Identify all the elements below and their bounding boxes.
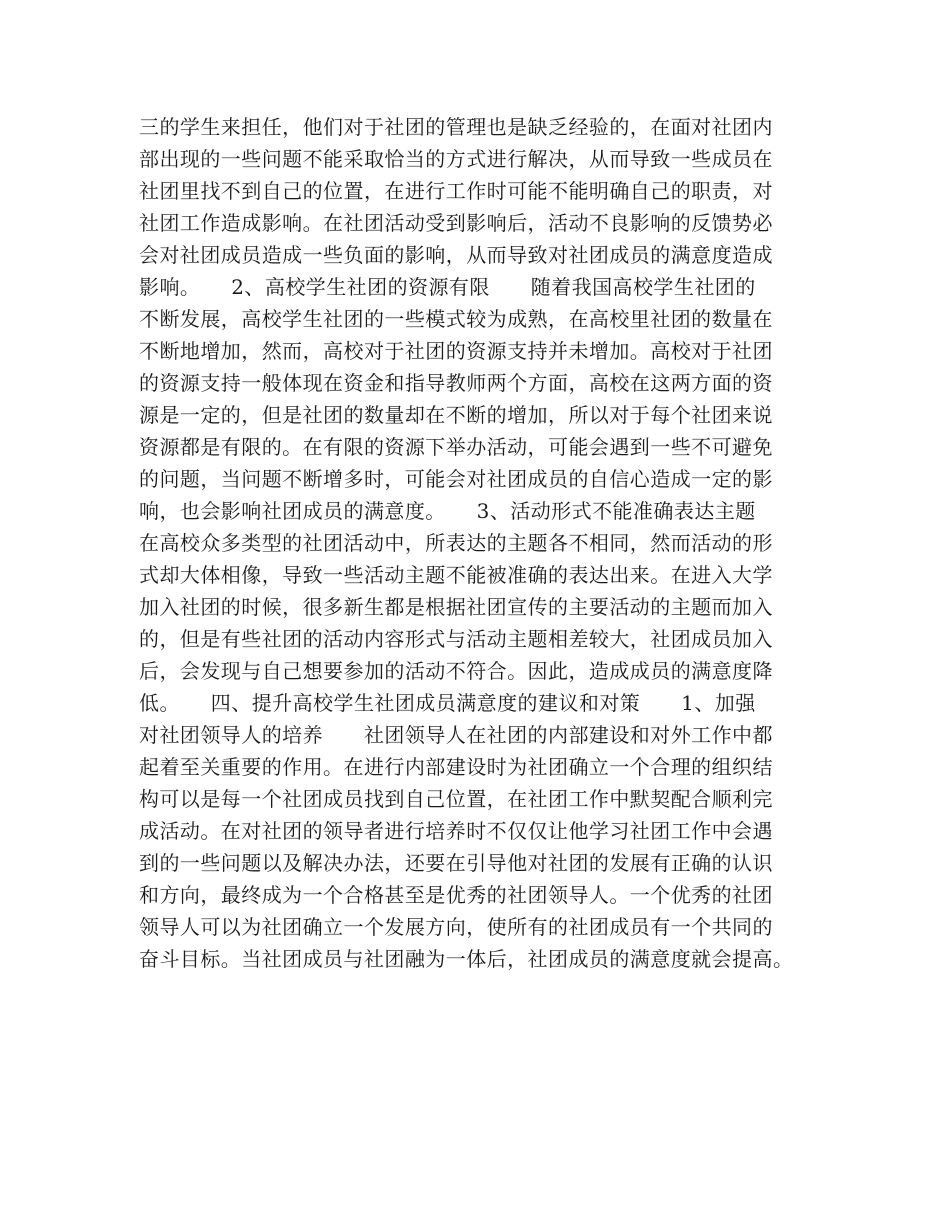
text-line: 响，也会影响社团成员的满意度。 3、活动形式不能准确表达主题	[139, 499, 756, 523]
text-line: 三的学生来担任，他们对于社团的管理也是缺乏经验的，在面对社团内	[139, 115, 773, 139]
text-line: 领导人可以为社团确立一个发展方向，使所有的社团成员有一个共同的	[139, 915, 773, 939]
text-line: 的，但是有些社团的活动内容形式与活动主题相差较大，社团成员加入	[139, 627, 773, 651]
text-line: 后，会发现与自己想要参加的活动不符合。因此，造成成员的满意度降	[139, 659, 773, 683]
text-line: 成活动。在对社团的领导者进行培养时不仅仅让他学习社团工作中会遇	[139, 819, 773, 843]
text-line: 不断地增加，然而，高校对于社团的资源支持并未增加。高校对于社团	[139, 339, 773, 363]
text-line: 奋斗目标。当社团成员与社团融为一体后，社团成员的满意度就会提高。	[139, 947, 794, 971]
text-line: 式却大体相像，导致一些活动主题不能被准确的表达出来。在进入大学	[139, 563, 773, 587]
text-line: 社团里找不到自己的位置，在进行工作时可能不能明确自己的职责，对	[139, 179, 773, 203]
text-line: 社团工作造成影响。在社团活动受到影响后，活动不良影响的反馈势必	[139, 211, 773, 235]
text-line: 的资源支持一般体现在资金和指导教师两个方面，高校在这两方面的资	[139, 371, 773, 395]
text-line: 影响。 2、高校学生社团的资源有限 随着我国高校学生社团的	[139, 275, 756, 299]
text-line: 构可以是每一个社团成员找到自己位置，在社团工作中默契配合顺利完	[139, 787, 773, 811]
text-line: 在高校众多类型的社团活动中，所表达的主题各不相同，然而活动的形	[139, 531, 773, 555]
text-line: 加入社团的时候，很多新生都是根据社团宣传的主要活动的主题而加入	[139, 595, 773, 619]
text-line: 和方向，最终成为一个合格甚至是优秀的社团领导人。一个优秀的社团	[139, 883, 773, 907]
text-line: 起着至关重要的作用。在进行内部建设时为社团确立一个合理的组织结	[139, 755, 773, 779]
text-line: 的问题，当问题不断增多时，可能会对社团成员的自信心造成一定的影	[139, 467, 773, 491]
text-line: 会对社团成员造成一些负面的影响，从而导致对社团成员的满意度造成	[139, 243, 773, 267]
text-line: 对社团领导人的培养 社团领导人在社团的内部建设和对外工作中都	[139, 723, 773, 747]
text-line: 低。 四、提升高校学生社团成员满意度的建议和对策 1、加强	[139, 691, 756, 715]
text-line: 资源都是有限的。在有限的资源下举办活动，可能会遇到一些不可避免	[139, 435, 773, 459]
text-line: 源是一定的，但是社团的数量却在不断的增加，所以对于每个社团来说	[139, 403, 773, 427]
text-line: 不断发展，高校学生社团的一些模式较为成熟，在高校里社团的数量在	[139, 307, 773, 331]
text-line: 到的一些问题以及解决办法，还要在引导他对社团的发展有正确的认识	[139, 851, 773, 875]
body-text	[139, 111, 839, 975]
text-line: 部出现的一些问题不能采取恰当的方式进行解决，从而导致一些成员在	[139, 147, 773, 171]
